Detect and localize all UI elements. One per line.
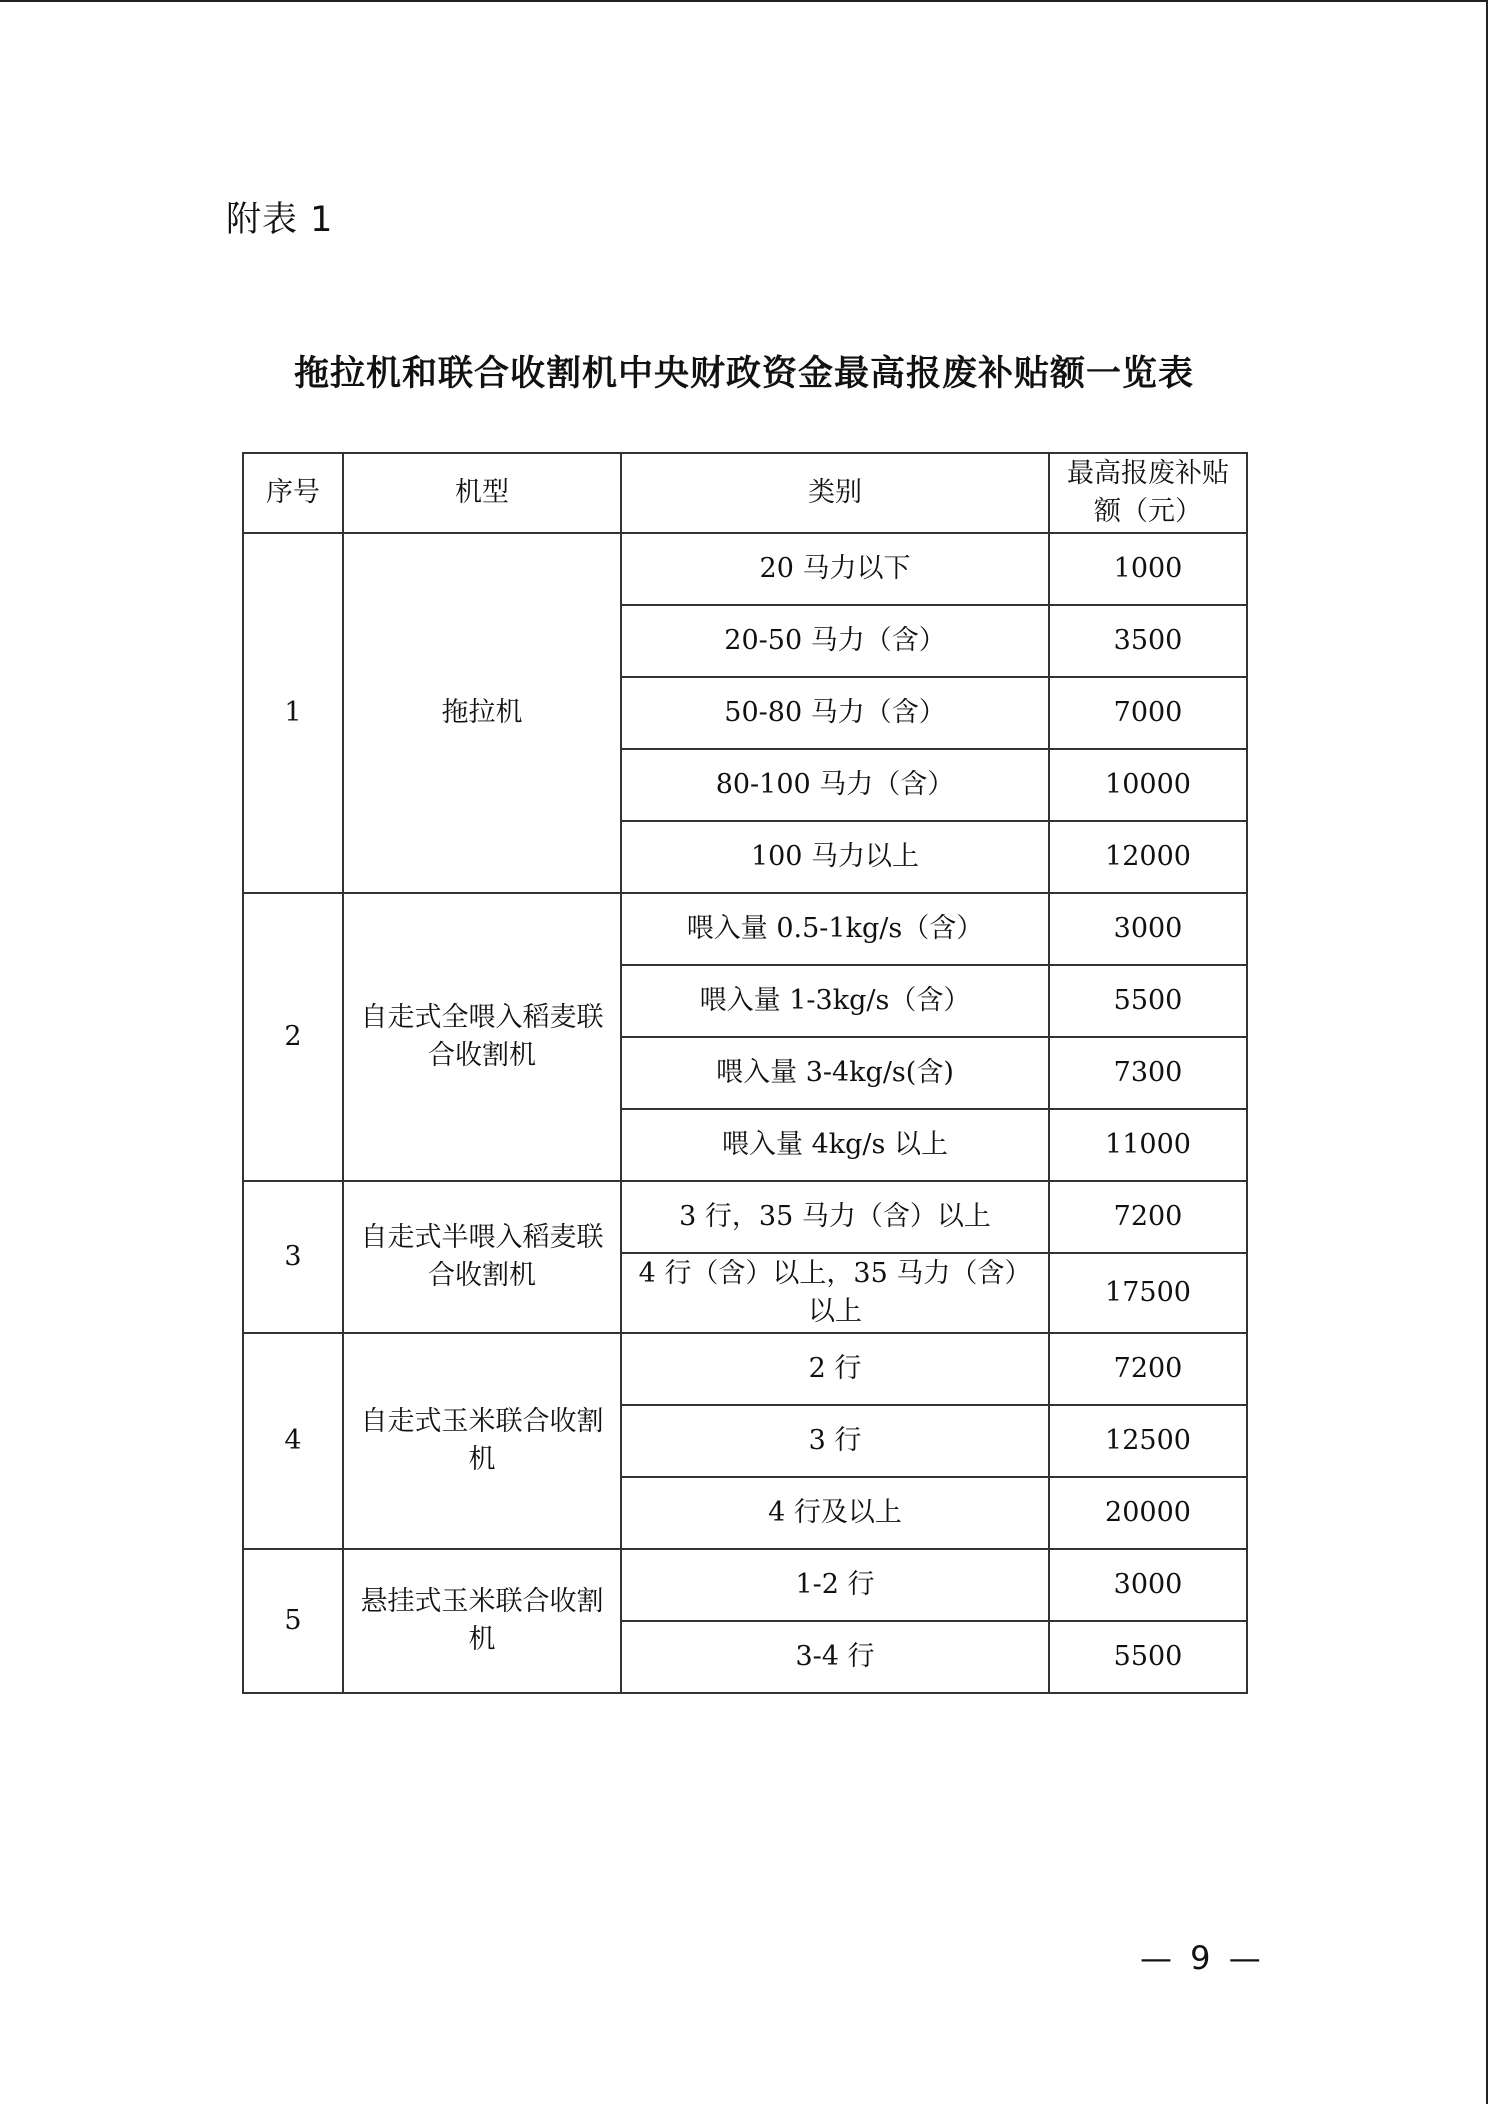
annex-label: 附表 1	[226, 200, 334, 240]
row-category: 4 行（含）以上，35 马力（含）以上	[621, 1253, 1049, 1333]
row-category: 3 行，35 马力（含）以上	[621, 1181, 1049, 1253]
row-amount: 11000	[1049, 1109, 1247, 1181]
document-title: 拖拉机和联合收割机中央财政资金最高报废补贴额一览表	[293, 354, 1194, 394]
row-no: 2	[243, 893, 343, 1181]
row-no: 3	[243, 1181, 343, 1333]
row-amount: 10000	[1049, 749, 1247, 821]
row-amount: 5500	[1049, 1621, 1247, 1693]
row-amount: 7000	[1049, 677, 1247, 749]
header-amount: 最高报废补贴额（元）	[1049, 453, 1247, 533]
row-category: 50-80 马力（含）	[621, 677, 1049, 749]
page-border-top	[0, 0, 1488, 2]
table-row	[243, 1181, 1247, 1253]
row-machine-type: 悬挂式玉米联合收割机	[343, 1549, 621, 1693]
row-category: 20 马力以下	[621, 533, 1049, 605]
row-category: 100 马力以上	[621, 821, 1049, 893]
row-category: 1-2 行	[621, 1549, 1049, 1621]
row-amount: 12000	[1049, 821, 1247, 893]
row-no: 1	[243, 533, 343, 893]
page-number: — 9 —	[1140, 1939, 1265, 1977]
row-amount: 7200	[1049, 1333, 1247, 1405]
row-category: 2 行	[621, 1333, 1049, 1405]
row-category: 80-100 马力（含）	[621, 749, 1049, 821]
row-category: 喂入量 0.5-1kg/s（含）	[621, 893, 1049, 965]
row-category: 4 行及以上	[621, 1477, 1049, 1549]
table-row	[243, 893, 1247, 965]
row-amount: 3000	[1049, 893, 1247, 965]
subsidy-table	[242, 452, 1248, 1694]
table-header-row	[243, 453, 1247, 533]
table-row	[243, 1333, 1247, 1405]
row-category: 3-4 行	[621, 1621, 1049, 1693]
row-category: 喂入量 1-3kg/s（含）	[621, 965, 1049, 1037]
row-amount: 3000	[1049, 1549, 1247, 1621]
row-no: 4	[243, 1333, 343, 1549]
row-machine-type: 拖拉机	[343, 533, 621, 893]
table-row	[243, 533, 1247, 605]
header-no: 序号	[243, 453, 343, 533]
row-category: 喂入量 4kg/s 以上	[621, 1109, 1049, 1181]
row-machine-type: 自走式半喂入稻麦联合收割机	[343, 1181, 621, 1333]
row-amount: 5500	[1049, 965, 1247, 1037]
row-amount: 3500	[1049, 605, 1247, 677]
row-no: 5	[243, 1549, 343, 1693]
row-category: 20-50 马力（含）	[621, 605, 1049, 677]
row-amount: 17500	[1049, 1253, 1247, 1333]
header-category: 类别	[621, 453, 1049, 533]
table-row	[243, 1549, 1247, 1621]
row-amount: 12500	[1049, 1405, 1247, 1477]
row-category: 3 行	[621, 1405, 1049, 1477]
row-machine-type: 自走式玉米联合收割机	[343, 1333, 621, 1549]
row-amount: 7300	[1049, 1037, 1247, 1109]
row-amount: 20000	[1049, 1477, 1247, 1549]
header-type: 机型	[343, 453, 621, 533]
row-amount: 1000	[1049, 533, 1247, 605]
row-category: 喂入量 3-4kg/s(含)	[621, 1037, 1049, 1109]
row-amount: 7200	[1049, 1181, 1247, 1253]
row-machine-type: 自走式全喂入稻麦联合收割机	[343, 893, 621, 1181]
